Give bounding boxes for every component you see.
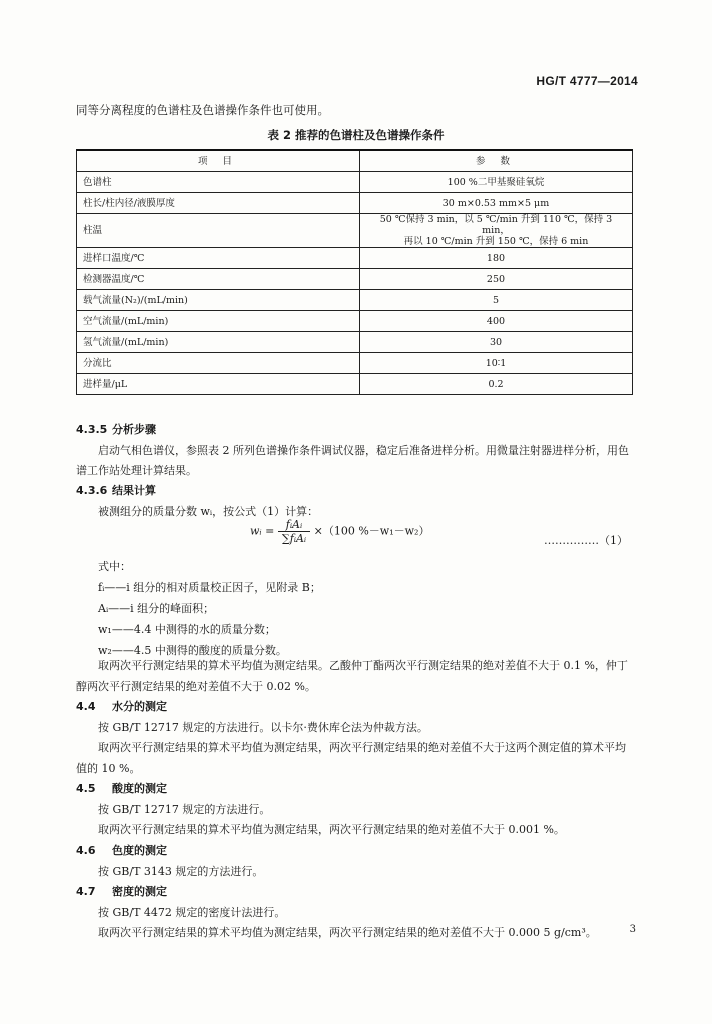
where-item: fᵢ——i 组分的相对质量校正因子，见附录 B； [98, 581, 321, 594]
formula-lhs: wᵢ = [250, 524, 275, 538]
row-item: 柱长/柱内径/液膜厚度 [77, 193, 360, 214]
section-heading [76, 481, 636, 502]
row-value: 180 [360, 248, 633, 269]
section-text: 启动气相色谱仪，参照表 2 所列色谱操作条件调试仪器，稳定后准备进样分析。用微量注射器进样分析，用色谱工作站处理计算结果。 [76, 443, 629, 477]
where-item: w₂——4.5 中测得的酸度的质量分数。 [98, 644, 287, 657]
standard-code: HG/T 4777—2014 [536, 74, 638, 88]
formula-numerator: fᵢAᵢ [278, 518, 310, 532]
row-value: 0.2 [360, 374, 633, 395]
section-4-3-6 [76, 481, 636, 522]
table-row [77, 172, 633, 193]
row-value: 10∶1 [360, 353, 633, 374]
section-4-5 [76, 779, 636, 841]
table-row [77, 214, 633, 248]
section-text: 按 GB/T 12717 规定的方法进行。 [98, 802, 271, 816]
where-label: 式中： [98, 560, 131, 573]
row-item: 氢气流量/(mL/min) [77, 332, 360, 353]
section-4-4 [76, 697, 636, 779]
section-title: 酸度的测定 [112, 782, 167, 795]
row-item: 进样量/μL [77, 374, 360, 395]
formula-lead: 被测组分的质量分数 wᵢ，按公式（1）计算： [98, 504, 319, 518]
row-value-line2: 再以 10 ℃/min 升到 150 ℃，保持 6 min [403, 236, 589, 247]
section-text: 按 GB/T 3143 规定的方法进行。 [98, 864, 264, 878]
row-value: 250 [360, 269, 633, 290]
row-item: 色谱柱 [77, 172, 360, 193]
table-row [77, 248, 633, 269]
table-caption: 表 2 推荐的色谱柱及色谱操作条件 [267, 128, 445, 142]
formula-fraction [278, 518, 310, 545]
table-header-row [77, 150, 633, 172]
row-item: 载气流量(N₂)/(mL/min) [77, 290, 360, 311]
section-heading [76, 779, 636, 800]
section-4-7 [76, 882, 636, 944]
row-value: 5 [360, 290, 633, 311]
section-number: 4.3.6 [76, 484, 108, 497]
formula-rhs: ×（100 %－w₁－w₂） [313, 524, 430, 538]
intro-line: 同等分离程度的色谱柱及色谱操作条件也可使用。 [76, 103, 329, 117]
formula-denominator: ∑fᵢAᵢ [281, 532, 307, 545]
section-title: 水分的测定 [112, 700, 167, 713]
section-text: 取两次平行测定结果的算术平均值为测定结果，两次平行测定结果的绝对差值不大于这两个测定值的算术平均值的 10 %。 [76, 741, 626, 775]
section-4-6 [76, 841, 636, 882]
section-number: 4.3.5 [76, 423, 108, 436]
where-item: Aᵢ——i 组分的峰面积； [98, 602, 215, 615]
row-item: 进样口温度/℃ [77, 248, 360, 269]
section-text: 取两次平行测定结果的算术平均值为测定结果。乙酸仲丁酯两次平行测定结果的绝对差值不大于 0.1 %，仲丁醇两次平行测定结果的绝对差值不大于 0.02 %。 [76, 659, 628, 693]
row-value-line1: 50 ℃保持 3 min，以 5 ℃/min 升到 110 ℃，保持 3 min， [379, 214, 613, 236]
row-value: 400 [360, 311, 633, 332]
row-value [360, 214, 633, 248]
table-row [77, 332, 633, 353]
section-text: 按 GB/T 4472 规定的密度计法进行。 [98, 905, 286, 919]
header-param: 参 数 [360, 150, 633, 172]
row-value: 30 [360, 332, 633, 353]
row-item: 空气流量/(mL/min) [77, 311, 360, 332]
section-number: 4.4 [76, 700, 96, 713]
table-row [77, 193, 633, 214]
table-row [77, 311, 633, 332]
section-4-3-5 [76, 420, 636, 482]
section-title: 色度的测定 [112, 844, 167, 857]
section-text: 取两次平行测定结果的算术平均值为测定结果，两次平行测定结果的绝对差值不大于 0.001 %。 [98, 823, 565, 836]
row-item: 柱温 [77, 214, 360, 248]
section-text: 取两次平行测定结果的算术平均值为测定结果，两次平行测定结果的绝对差值不大于 0.000 5 g/cm³。 [98, 926, 597, 939]
section-number: 4.5 [76, 782, 96, 795]
equation-number: ……………（1） [544, 534, 628, 547]
table-row [77, 353, 633, 374]
section-heading [76, 420, 636, 441]
row-value: 100 %二甲基聚硅氧烷 [360, 172, 633, 193]
row-item: 分流比 [77, 353, 360, 374]
section-heading [76, 697, 636, 718]
section-title: 密度的测定 [112, 885, 167, 898]
header-item: 项 目 [77, 150, 360, 172]
section-heading [76, 882, 636, 903]
result-paragraph [76, 656, 636, 697]
section-title: 分析步骤 [112, 423, 156, 436]
section-number: 4.7 [76, 885, 96, 898]
table-row [77, 290, 633, 311]
row-value: 30 m×0.53 mm×5 μm [360, 193, 633, 214]
table-row [77, 374, 633, 395]
table-row [77, 269, 633, 290]
row-item: 检测器温度/℃ [77, 269, 360, 290]
section-text: 按 GB/T 12717 规定的方法进行。以卡尔·费休库仑法为仲裁方法。 [98, 720, 428, 734]
section-heading [76, 841, 636, 862]
formula-1 [250, 518, 429, 545]
where-item: w₁——4.4 中测得的水的质量分数； [98, 623, 276, 636]
section-number: 4.6 [76, 844, 96, 857]
section-title: 结果计算 [112, 484, 156, 497]
page-number: 3 [629, 924, 636, 935]
parameters-table [76, 149, 633, 395]
